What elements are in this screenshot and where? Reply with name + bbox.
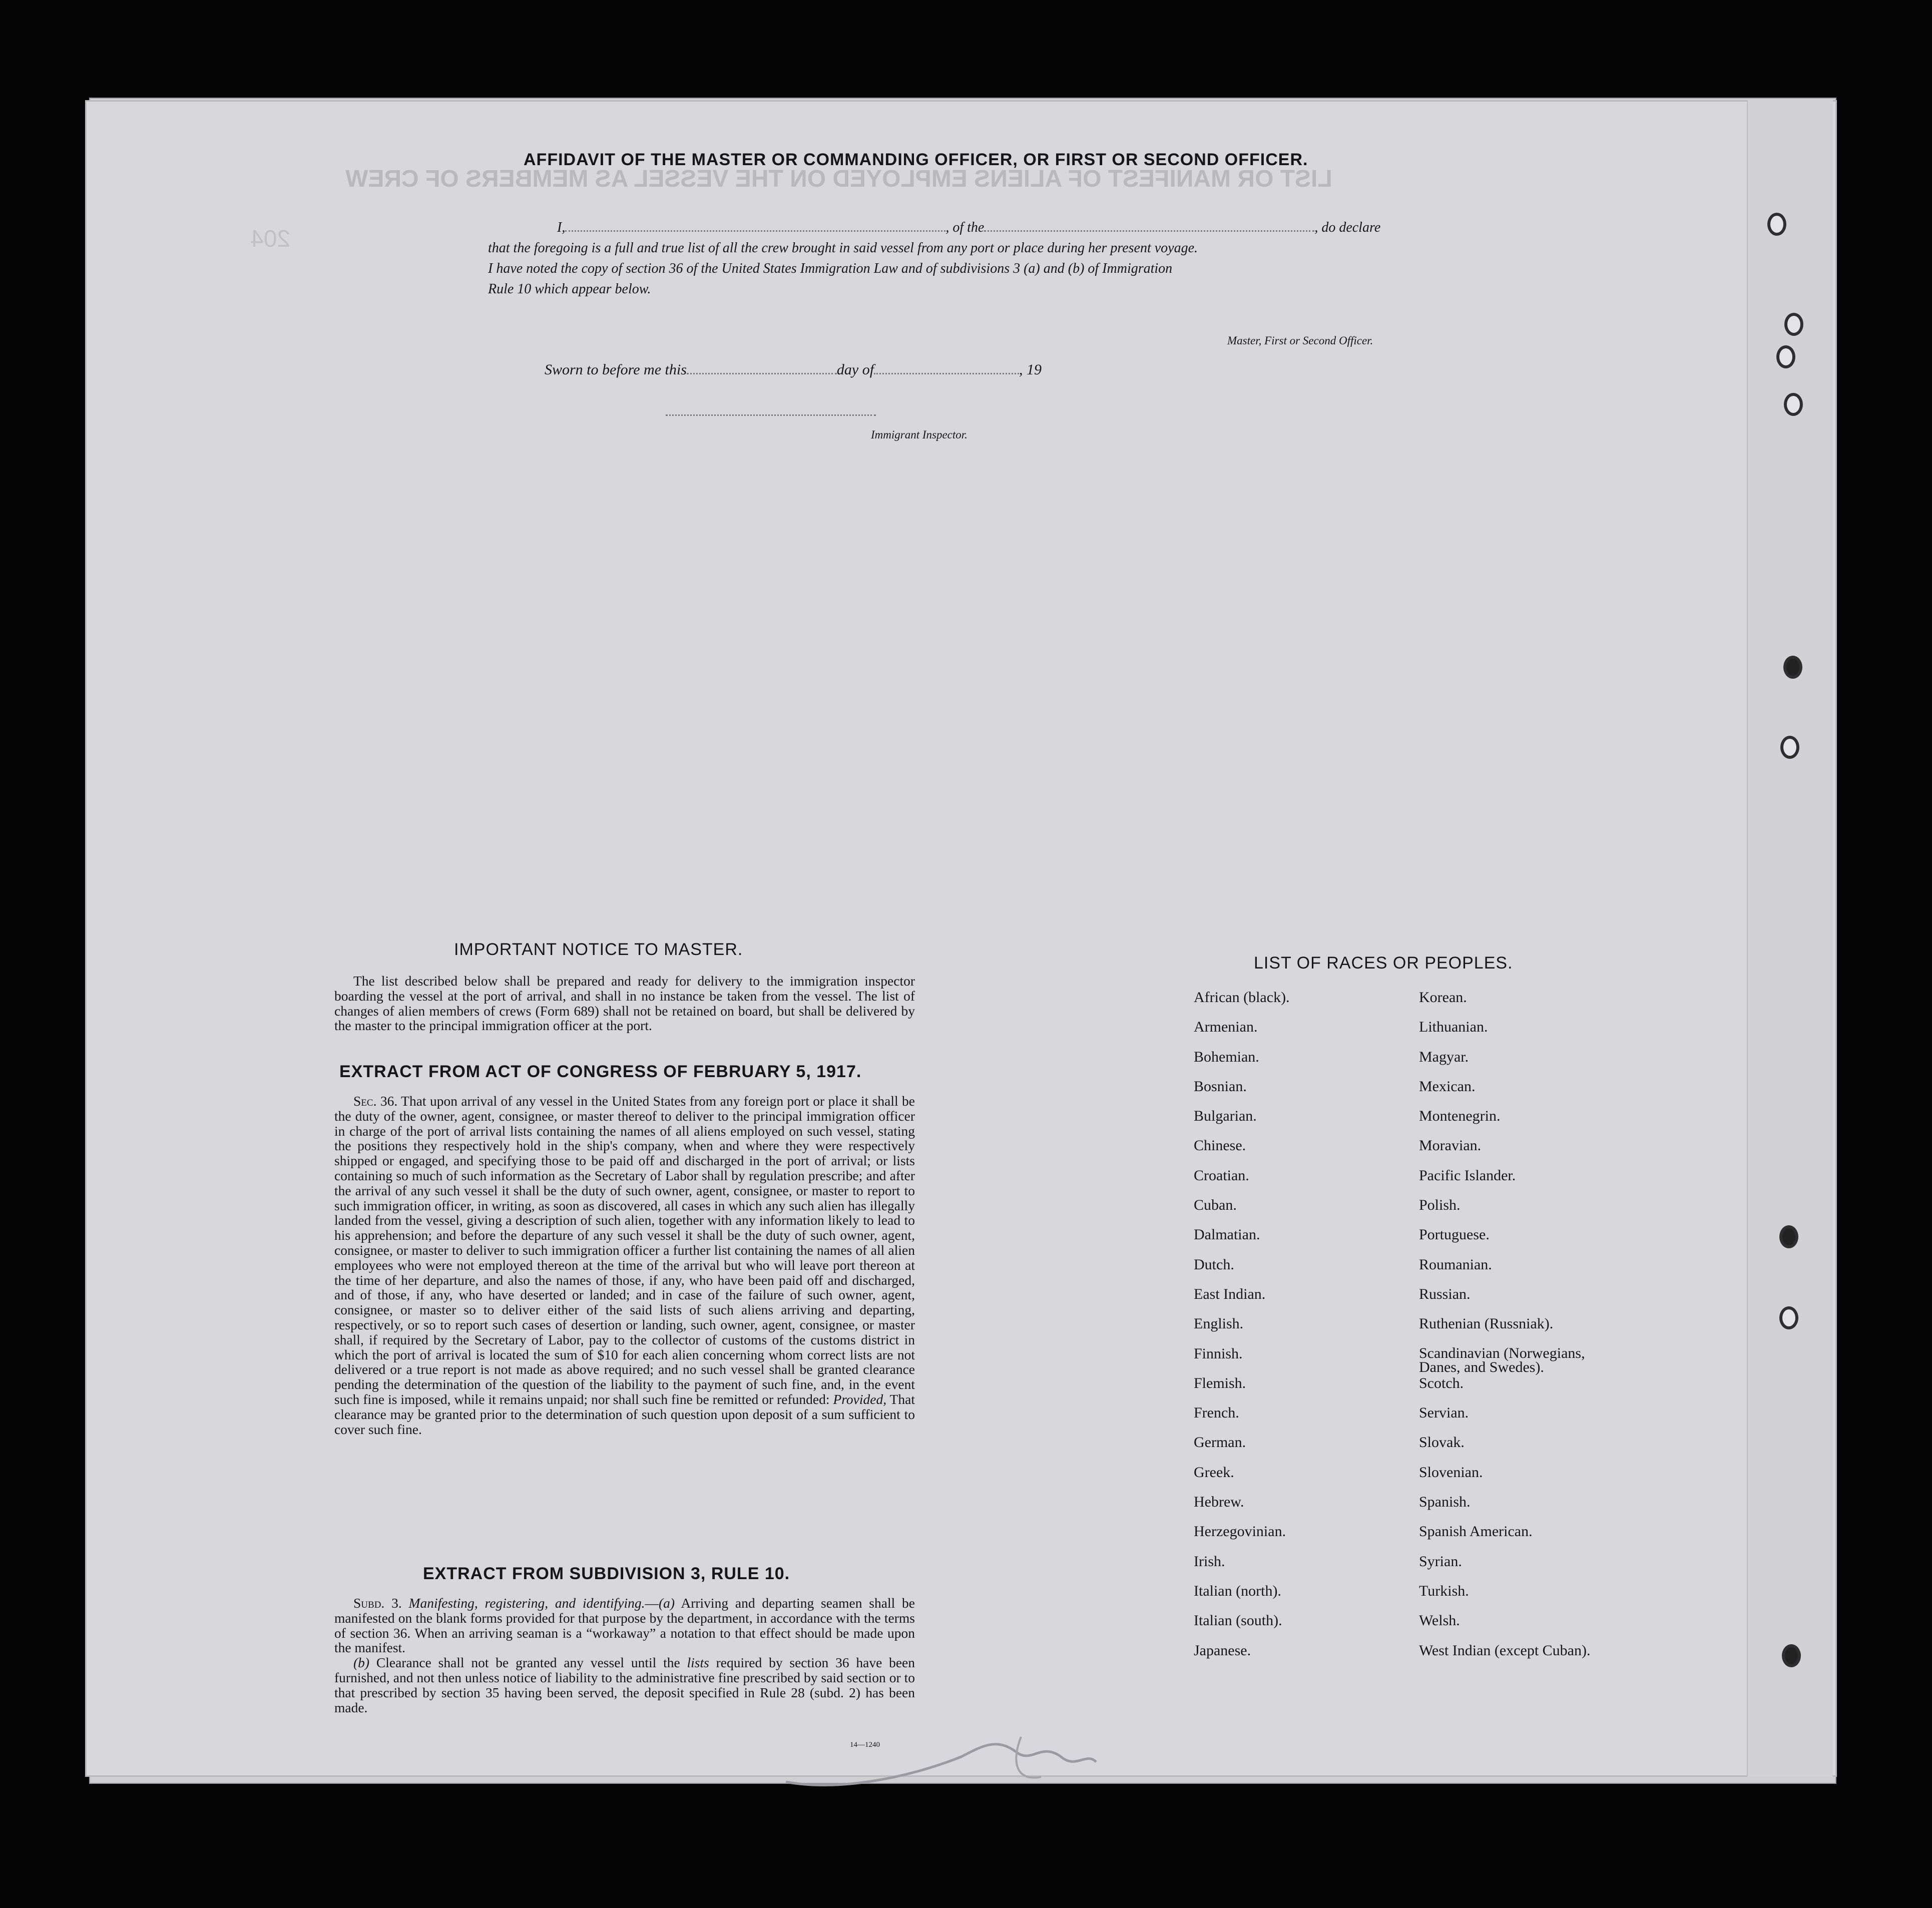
race-label: Mexican. [1419,1078,1476,1095]
race-label: German. [1194,1434,1246,1451]
race-label: Ruthenian (Russniak). [1419,1315,1554,1332]
race-label: Servian. [1419,1404,1469,1421]
binder-hole [1776,345,1795,368]
bleed-through-title: LIST OR MANIFEST OF ALIENS EMPLOYED ON THE VESSEL AS MEMBERS OF CREW [345,166,1332,192]
race-item [1194,1168,1419,1198]
race-item [1419,1643,1644,1673]
race-label: English. [1194,1315,1244,1332]
race-item [1194,1613,1419,1643]
race-label: Bulgarian. [1194,1108,1257,1125]
race-label: African (black). [1194,989,1290,1006]
race-label: West Indian (except Cuban). [1419,1642,1591,1659]
race-item [1194,1554,1419,1584]
race-label: Dalmatian. [1194,1226,1260,1243]
binder-hole [1767,213,1786,236]
form-number: 14—1240 [850,1741,880,1749]
race-label: Portuguese. [1419,1226,1490,1243]
race-item [1194,1050,1419,1079]
race-label: Scandinavian (Norwegians, Danes, and Swedes). [1419,1344,1585,1375]
race-label: Hebrew. [1194,1494,1244,1511]
race-item [1419,1405,1644,1435]
rule-extract-text: Subd. 3. Manifesting, registering, and identifying.—(a) Arriving and departing seamen shall be manifested on the blank forms provided for that purpose by the department, in accordance with the terms of section 36. When an arriving seaman is a “workaway” a notation to that effect should be made upon the manifest. (b) Clearance shall not be granted any vessel until the lists required by section 36 have been furnished, and not then unless notice of liability to the administrative fine prescribed by said section or to that prescribed by section 35 having been served, the deposit specified in Rule 28 (subd. 2) has been made. [334,1595,915,1715]
act-extract-text: Sec. 36. That upon arrival of any vessel in the United States from any foreign port or place it shall be the duty of the owner, agent, consignee, or master thereof to deliver to the principal immigration officer in charge of the port of arrival lists containing the names of all aliens employed on such vessel, stating the positions they respectively hold in the ship's company, when and where they were respectively shipped or engaged, and specifying those to be paid off and discharged in the port of arrival; or lists containing so much of such information as the Secretary of Labor shall by regulation prescribe; and after the arrival of any such vessel it shall be the duty of such owner, agent, consignee, or master to report to such immigration officer, in writing, as soon as discovered, all cases in which any such alien has illegally landed from the vessel, giving a description of such alien, together with any information likely to lead to his apprehension; and before the departure of any such vessel it shall be the duty of such owner, agent, consignee, or master to deliver to such immigration officer a further list containing the names of all alien employees who were not employed thereon at the time of the arrival but who will leave port thereon at the time of her departure, and also the names of those, if any, who have been paid off and discharged, and of those, if any, who have deserted or landed; and in case of the failure of such owner, agent, consignee, or master so to deliver either of the said lists of such aliens arriving and departing, respectively, or so to report such cases of desertion or landing, such owner, agent, consignee, or master shall, if required by the Secretary of Labor, pay to the collector of customs of the customs district in which the port of arrival is located the sum of $10 for each alien concerning whom correct lists are not delivered or a true report is not made as above required; and no such vessel shall be granted clearance pending the determination of the question of the liability to the payment of such fine, and, in the event such fine is imposed, while it remains unpaid; nor shall such fine be remitted or refunded: Provided, That clearance may be granted prior to the determination of such question upon deposit of a sum sufficient to cover such fine. [334,1093,915,1437]
race-item [1419,1109,1644,1138]
race-label: Welsh. [1419,1612,1460,1629]
race-label: Cuban. [1194,1197,1237,1214]
race-label: Greek. [1194,1464,1234,1481]
act-extract-heading: EXTRACT FROM ACT OF CONGRESS OF FEBRUARY 5, 1917. [339,1062,862,1081]
inspector-label: Immigrant Inspector. [871,428,968,441]
race-label: Montenegrin. [1419,1108,1501,1125]
race-item [1419,1524,1644,1554]
race-item [1419,1020,1644,1049]
race-item [1194,1020,1419,1049]
race-item [1419,1227,1644,1257]
race-label: Roumanian. [1419,1256,1492,1273]
race-item [1419,1138,1644,1168]
race-item [1194,1109,1419,1138]
affidavit-title: AFFIDAVIT OF THE MASTER OR COMMANDING OFFICER, OR FIRST OR SECOND OFFICER. [524,150,1308,169]
race-item [1194,1198,1419,1227]
races-heading: LIST OF RACES OR PEOPLES. [1254,953,1513,973]
race-label: Russian. [1419,1285,1471,1302]
race-item [1194,1079,1419,1109]
race-item [1419,1554,1644,1584]
race-label: French. [1194,1404,1239,1421]
binder-hole [1782,1644,1801,1667]
race-label: Spanish American. [1419,1523,1533,1540]
race-item [1194,1465,1419,1495]
race-label: Pacific Islander. [1419,1167,1516,1184]
race-item [1419,1584,1644,1613]
race-item [1419,1376,1644,1405]
name-blank [565,220,945,232]
race-item [1194,1138,1419,1168]
handwritten-signature [781,1722,1101,1797]
race-item [1194,990,1419,1020]
sworn-line: Sworn to before me this day of , 19 [545,361,1042,378]
affidavit-line-2: that the foregoing is a full and true list of all the crew brought in said vessel from any port or place during her present voyage. [488,240,1198,256]
race-label: Turkish. [1419,1582,1469,1599]
race-item [1419,1316,1644,1346]
race-item [1194,1346,1419,1376]
race-item [1194,1316,1419,1346]
race-item [1419,1198,1644,1227]
race-item [1194,1287,1419,1316]
binder-hole [1783,656,1802,679]
race-item [1419,1495,1644,1524]
race-label: Dutch. [1194,1256,1234,1273]
race-item [1419,1465,1644,1495]
race-item [1194,1435,1419,1465]
race-label: Polish. [1419,1197,1461,1214]
race-label: Syrian. [1419,1553,1462,1570]
race-label: Chinese. [1194,1137,1246,1154]
binder-hole [1784,313,1803,336]
race-item [1419,1050,1644,1079]
race-label: Italian (south). [1194,1612,1282,1629]
race-item [1419,1346,1644,1376]
race-label: Slovenian. [1419,1464,1483,1481]
binder-hole [1780,736,1799,759]
race-label: Herzegovinian. [1194,1523,1286,1540]
affidavit-line-4: Rule 10 which appear below. [488,281,651,297]
race-label: Italian (north). [1194,1582,1281,1599]
race-item [1194,1643,1419,1673]
race-label: Scotch. [1419,1374,1464,1391]
race-label: Flemish. [1194,1374,1246,1391]
race-label: Moravian. [1419,1137,1482,1154]
race-label: Finnish. [1194,1345,1243,1362]
race-item [1419,1168,1644,1198]
race-label: Japanese. [1194,1642,1251,1659]
race-item [1194,1227,1419,1257]
inspector-signature-line [666,414,876,416]
notice-text: The list described below shall be prepared and ready for delivery to the immigration inspector boarding the vessel at the port of arrival, and shall in no instance be taken from the vessel. The list of changes of alien members of crews (Form 689) shall not be retained on board, but shall be delivered by the master to the principal immigration officer at the port. [334,973,915,1034]
race-label: Lithuanian. [1419,1019,1488,1036]
race-item [1194,1257,1419,1287]
race-item [1419,1435,1644,1465]
notice-heading: IMPORTANT NOTICE TO MASTER. [454,940,743,959]
race-item [1419,1257,1644,1287]
race-item [1419,1287,1644,1316]
race-label: Bohemian. [1194,1048,1259,1065]
race-label: Bosnian. [1194,1078,1247,1095]
race-item [1194,1376,1419,1405]
affidavit-line-3: I have noted the copy of section 36 of the United States Immigration Law and of subdivisions 3 (a) and (b) of Immigration [488,261,1173,276]
rule-extract-heading: EXTRACT FROM SUBDIVISION 3, RULE 10. [423,1564,790,1583]
race-label: Slovak. [1419,1434,1465,1451]
binder-hole [1784,393,1803,416]
races-left-column [1194,990,1419,1673]
race-label: Spanish. [1419,1494,1471,1511]
races-right-column [1419,990,1644,1673]
bleed-through-page-number: 204 [250,226,291,252]
race-item [1194,1524,1419,1554]
binder-hole [1779,1306,1798,1329]
race-item [1194,1584,1419,1613]
race-item [1419,1613,1644,1643]
race-label: Armenian. [1194,1019,1258,1036]
race-item [1194,1495,1419,1524]
master-signature-label: Master, First or Second Officer. [1227,334,1373,347]
race-item [1194,1405,1419,1435]
binder-hole [1779,1225,1798,1248]
race-item [1419,990,1644,1020]
vessel-blank [984,220,1314,232]
race-label: Irish. [1194,1553,1225,1570]
affidavit-line-1: I, , of the , do declare [557,220,1381,235]
sworn-date-blank [687,363,837,374]
race-label: Croatian. [1194,1167,1249,1184]
race-label: Magyar. [1419,1048,1469,1065]
sworn-month-blank [874,363,1019,374]
race-label: East Indian. [1194,1285,1266,1302]
race-item [1419,1079,1644,1109]
race-label: Korean. [1419,989,1467,1006]
